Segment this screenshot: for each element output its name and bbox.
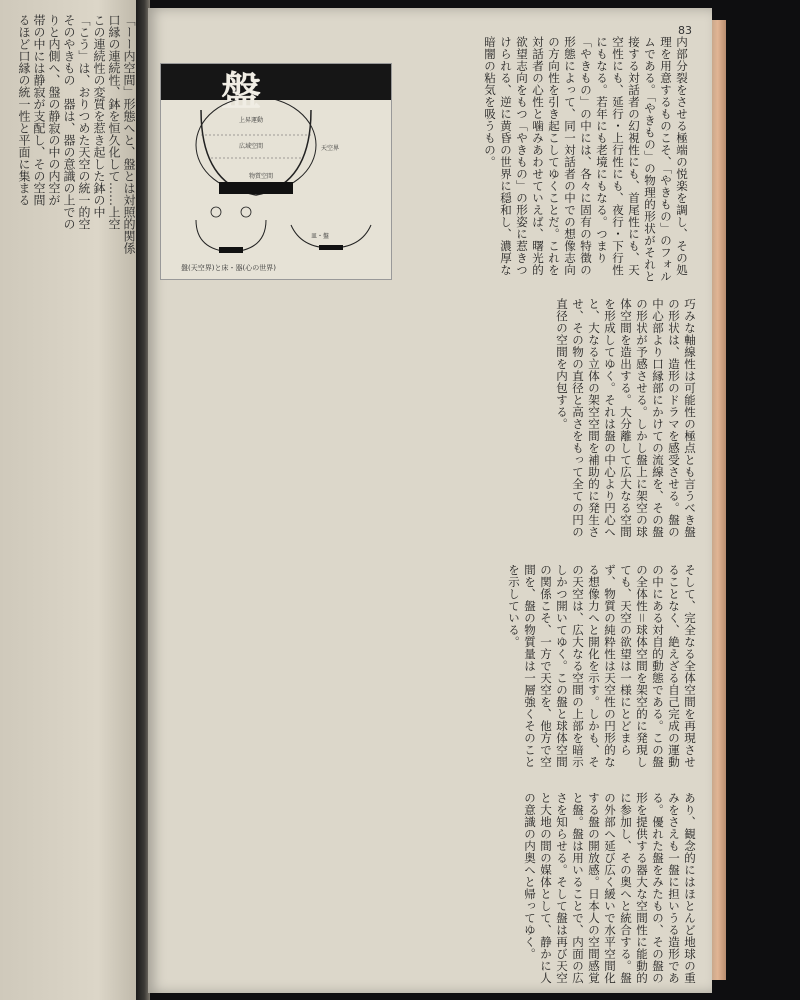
small-base-right	[319, 245, 343, 250]
left-line: 「ーー内空間」形態へと、盤とは対照的関係	[122, 14, 136, 254]
left-page-text	[6, 14, 136, 974]
body-column-3: そして、完全なる全体空間を再現させることなく、絶えざる自己完成の運動の中にある対自的動態である。この盤の全体性＝球体空間を架空的に発現しても、天空の欲望は一様にとどまらず、物質の純粋性は天空性の円形的なる想像力へと開化を示す。しかも、その天空は、広大なる空間の上部を暗示しかつ開いてゆく。この盤と球体空間の関係こそ、一方で天空を、他方で空間を、盤の物質量は一層強くそのことを示している。	[507, 564, 697, 768]
left-line: りと内側へ、盤の静寂の中の内空が	[47, 14, 61, 206]
figure-title: 盤	[221, 68, 261, 115]
left-line: 帯の中には静寂が支配し、その空間	[32, 14, 46, 206]
label-upper: 上昇運動	[239, 117, 264, 124]
small-bowl-right	[291, 225, 371, 248]
circle-mark-1	[211, 207, 221, 217]
page-edge	[712, 20, 726, 980]
left-line: そのやきもの 器は、器の意識の上での	[62, 14, 76, 230]
base-band	[219, 182, 293, 194]
figure-header	[161, 64, 391, 115]
label-matter: 物質空間	[249, 173, 274, 180]
small-base-left	[219, 247, 243, 253]
left-line: 「こう」は、おりつめた天空の統一的空	[77, 14, 91, 230]
left-page	[0, 0, 140, 1000]
figure-caption: 盤(天空界)と床・器(心の世界)	[181, 264, 276, 272]
left-line: 口縁の連続性、鉢を恒久化して……上空	[107, 14, 121, 230]
bowl-figure	[160, 63, 392, 280]
body-column-4: あり、観念的にはほとんど地球の重みをさえも一盤に担いうる造形である。優れた盤をみたもの、その盤の形を提供する器大な空間性に能動的に参加し、その奥へと統合する。盤の外部へ延び広く緩いで水平空間化する盤の開放感。日本人の空間感覚と盤。盤は用いることで、内面の広さを知らせる。そして盤は再び天空と大地の間の媒体として、静かに人の意識の内奥へと帰ってゆく。	[523, 792, 697, 984]
body-column-top-right: 内部分裂をさせる極端の悦楽を調し、その処理を用意するものこそ、「やきもの」のフォルムである。「やきもの」の物理的形状がそれと接する対話者の幻視性にも、首尾性にも、天空性にも、延行・上行性にも、夜行・下行性にもなる。若年にも老境にもなる。つまり「やきもの」の中には、各々に固有の特徴の形態によって、同一対話者の中での想像志向の方向性を引き起こしてゆくことだ。これを対話者の心性と噛みあわせていえば、曙光的欲望志向をもつ「やきもの」の形姿に惹きつけられる、逆に黄昏の世界に穏和し、濃厚な暗闇の粘気を吸うもの。	[483, 36, 689, 283]
bowl-diagram	[161, 100, 391, 265]
body-column-2: 巧みな軸線性は可能性の極点とも言うべき盤の形状は、造形のドラマを感受させる。盤の中心部より口縁部にかけての流線を、その盤の形状が予感させる。しかし盤上に架空の球体空間を造出する。大分離して広大なる空間を形成してゆく。それは盤の中心より円心へと、大なる立体の架空空間を補助的に発生させ、その物の直径と高さをもって全ての円の直径の空間を内包する。	[555, 298, 697, 538]
label-sky: 天空界	[321, 145, 340, 152]
left-line: るほど口縁の統一性と平面に集まる	[17, 14, 31, 206]
page-number: 83	[678, 24, 692, 37]
left-line: この連続性の変質を惹き起した鉢の中	[92, 14, 106, 218]
label-plate: 皿・盤	[311, 233, 330, 240]
circle-mark-2	[241, 207, 251, 217]
label-space: 広域空間	[239, 143, 264, 150]
right-page	[148, 8, 712, 993]
